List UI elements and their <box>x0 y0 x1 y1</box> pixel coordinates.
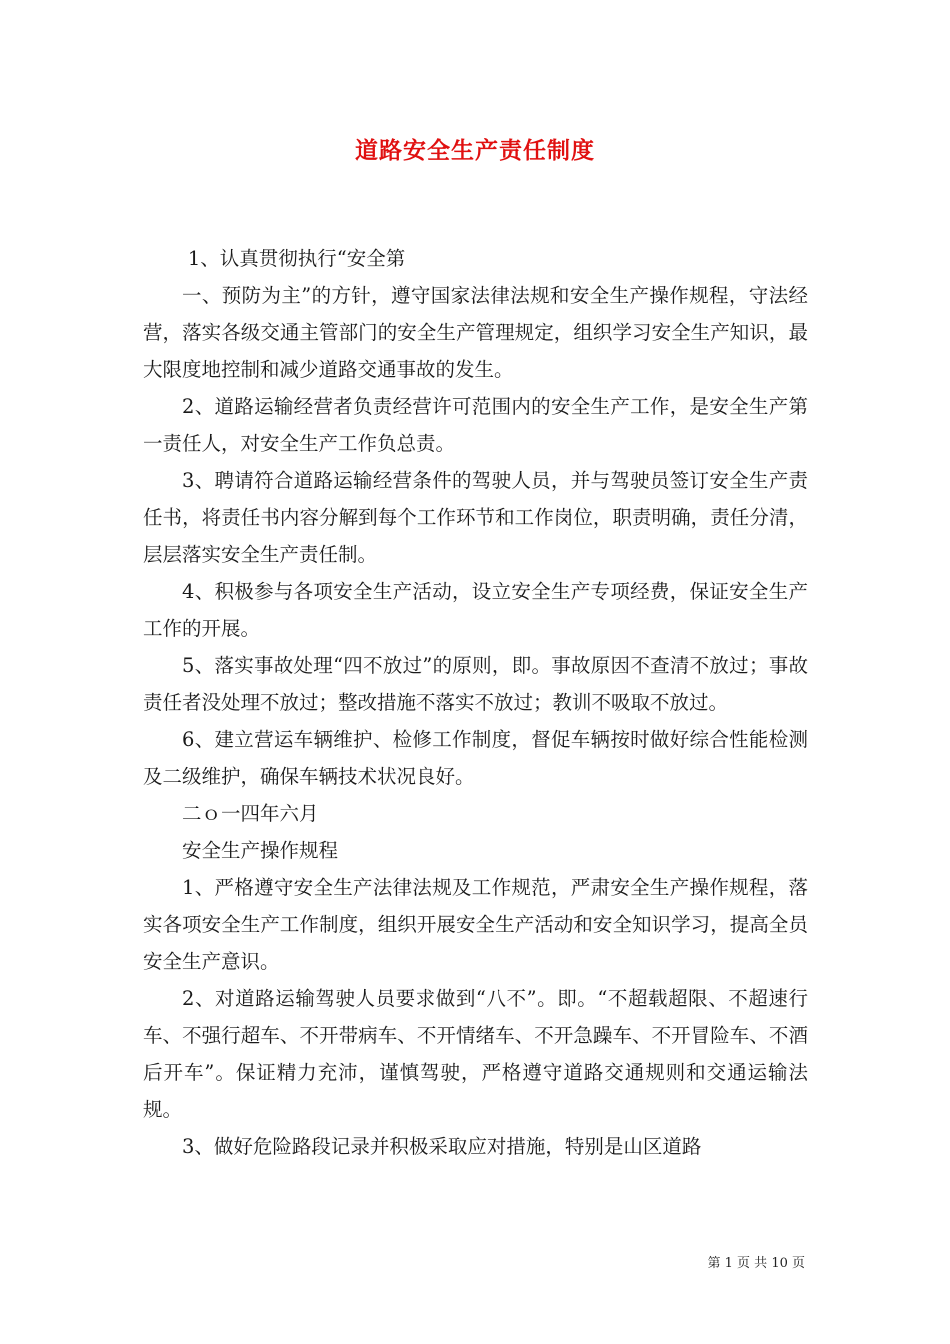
document-body <box>143 240 808 1165</box>
paragraph-8: 1、严格遵守安全生产法律法规及工作规范，严肃安全生产操作规程，落实各项安全生产工作制度，组织开展安全生产活动和安全知识学习，提高全员安全生产意识。 <box>143 876 808 973</box>
paragraph-9: 2、对道路运输驾驶人员要求做到“八不”。即。“不超载超限、不超速行车、不强行超车、不开带病车、不开情绪车、不开急躁车、不开冒险车、不酒后开车”。保证精力充沛，谨慎驾驶，严格遵守道路交通规则和交通运输法规。 <box>143 987 808 1121</box>
date-line: 二ｏ一四年六月 <box>182 802 319 825</box>
page-number: 第 1 页 共 10 页 <box>707 1256 805 1271</box>
section-heading: 安全生产操作规程 <box>182 839 339 862</box>
paragraph-1: 1、认真贯彻执行“安全第 <box>187 247 406 270</box>
paragraph-3: 2、道路运输经营者负责经营许可范围内的安全生产工作，是安全生产第一责任人，对安全生产工作负总责。 <box>143 395 808 455</box>
paragraph-4: 3、聘请符合道路运输经营条件的驾驶人员，并与驾驶员签订安全生产责任书，将责任书内容分解到每个工作环节和工作岗位，职责明确，责任分清，层层落实安全生产责任制。 <box>143 469 808 566</box>
paragraph-10: 3、做好危险路段记录并积极采取应对措施，特别是山区道路 <box>182 1135 702 1158</box>
document-title: 道路安全生产责任制度 <box>355 137 595 164</box>
paragraph-2: 一、预防为主”的方针，遵守国家法律法规和安全生产操作规程，守法经营，落实各级交通主管部门的安全生产管理规定，组织学习安全生产知识，最大限度地控制和减少道路交通事故的发生。 <box>143 284 808 381</box>
paragraph-7: 6、建立营运车辆维护、检修工作制度，督促车辆按时做好综合性能检测及二级维护，确保车辆技术状况良好。 <box>143 728 808 788</box>
paragraph-6: 5、落实事故处理“四不放过”的原则，即。事故原因不查清不放过；事故责任者没处理不放过；整改措施不落实不放过；教训不吸取不放过。 <box>143 654 808 714</box>
paragraph-5: 4、积极参与各项安全生产活动，设立安全生产专项经费，保证安全生产工作的开展。 <box>143 580 808 640</box>
